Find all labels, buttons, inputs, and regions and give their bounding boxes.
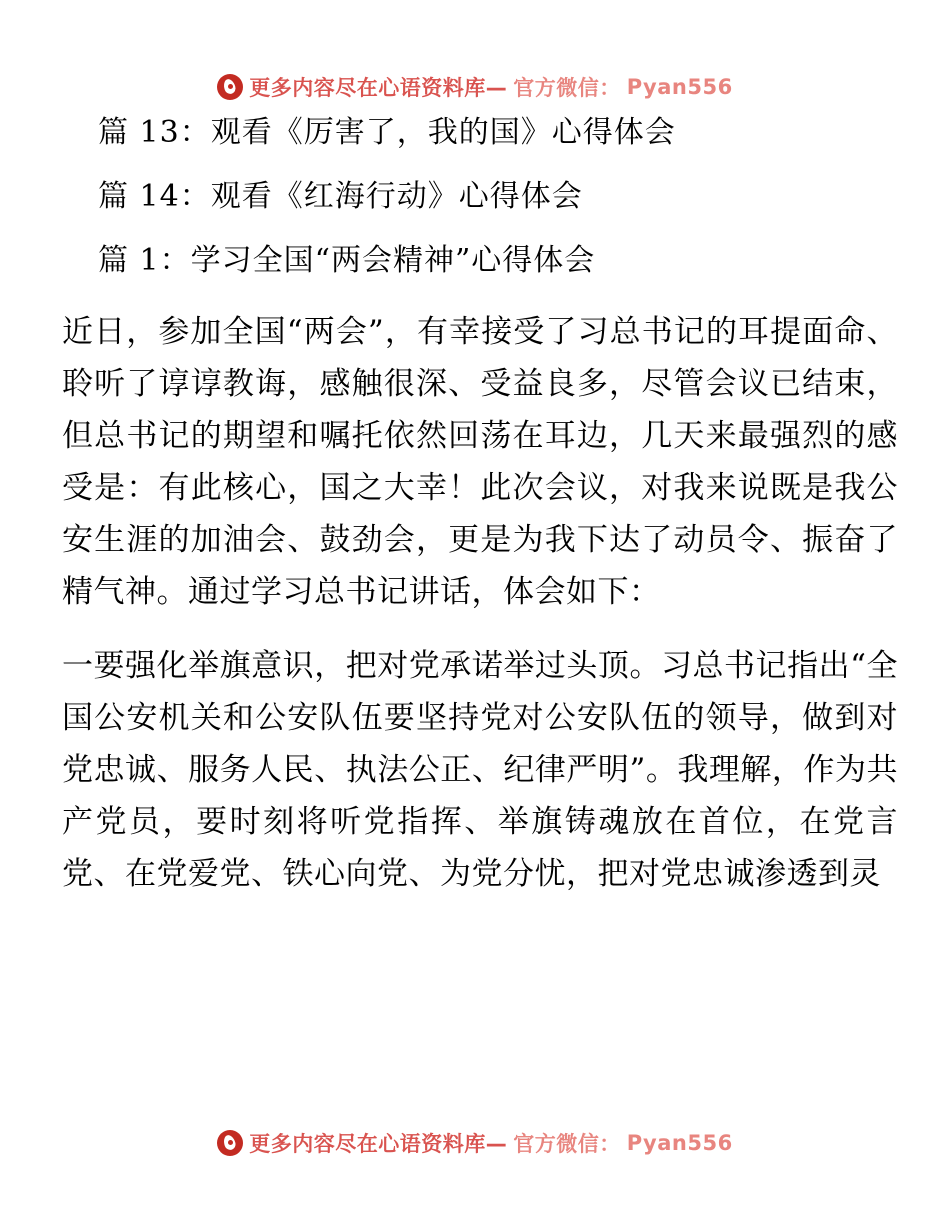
section-heading-13: 篇 13：观看《厉害了，我的国》心得体会 — [98, 115, 676, 150]
document-body — [52, 115, 898, 922]
body-paragraph-2: 一要强化举旗意识，把对党承诺举过头顶。习总书记指出“全国公安机关和公安队伍要坚持党对公安队伍的领导，做到对党忠诚、服务人民、执法公正、纪律严明”。我理解，作为共产党员，要时刻将听党指挥、举旗铸魂放在首位，在党言党、在党爱党、铁心向党、为党分忧，把对党忠诚渗透到灵 — [62, 648, 898, 892]
circle-flame-logo-icon — [217, 1130, 243, 1156]
watermark-account-id: Pyan556 — [626, 75, 733, 99]
watermark-main-text: 更多内容尽在心语资料库— — [249, 1132, 508, 1156]
watermark-account-id: Pyan556 — [626, 1131, 733, 1155]
section-heading-14: 篇 14：观看《红海行动》心得体会 — [98, 179, 583, 214]
section-heading-1: 篇 1：学习全国“两会精神”心得体会 — [98, 243, 596, 278]
body-paragraph-1: 近日，参加全国“两会”，有幸接受了习总书记的耳提面命、聆听了谆谆教诲，感触很深、受益良多，尽管会议已结束，但总书记的期望和嘱托依然回荡在耳边，几天来最强烈的感受是：有此核心，国之大幸！此次会议，对我来说既是我公安生涯的加油会、鼓劲会，更是为我下达了动员令、振奋了精气神。通过学习总书记讲话，体会如下： — [62, 314, 898, 610]
watermark-sub-text: 官方微信： — [513, 1132, 621, 1156]
circle-flame-logo-icon — [217, 74, 243, 100]
watermark-main-text: 更多内容尽在心语资料库— — [249, 76, 508, 100]
watermark-footer — [0, 1128, 950, 1158]
watermark-sub-text: 官方微信： — [513, 76, 621, 100]
watermark-header — [0, 72, 950, 102]
